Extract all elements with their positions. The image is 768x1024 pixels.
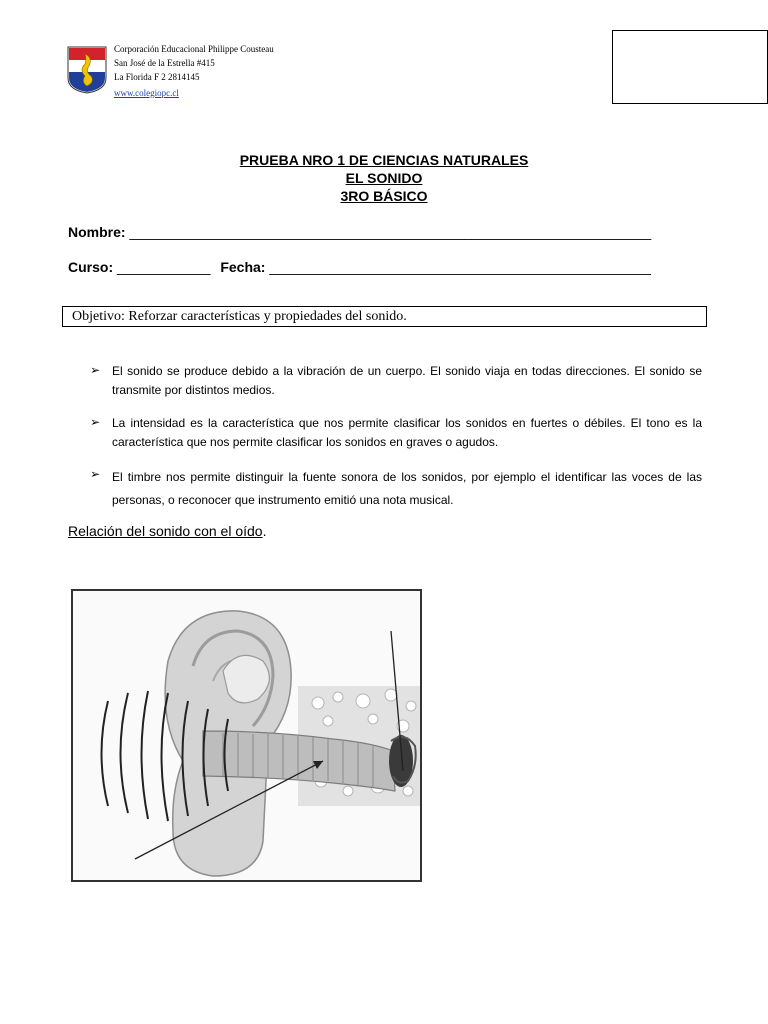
ear-illustration	[73, 591, 420, 880]
date-label: Fecha:	[220, 259, 266, 275]
test-title: PRUEBA NRO 1 DE CIENCIAS NATURALES	[239, 152, 529, 168]
bullet-arrow-icon: ➢	[90, 415, 101, 429]
ear-diagram-figure	[71, 589, 422, 882]
name-label: Nombre:	[68, 224, 126, 240]
institution-phone: La Florida F 2 2814145	[114, 72, 200, 82]
name-row	[68, 224, 651, 240]
name-field[interactable]: ___________________________________________________________________	[129, 224, 652, 240]
objective-box: Objetivo: Reforzar características y propiedades del sonido.	[62, 306, 707, 327]
bullet-intensity-tone: La intensidad es la característica que nos permite clasificar los sonidos en fuertes o débiles. El tono es la característica que nos permite clasificar los sonidos en graves o agudos.	[112, 416, 702, 449]
course-field[interactable]: ____________	[117, 259, 211, 275]
course-date-row	[68, 259, 651, 275]
bullet-arrow-icon: ➢	[90, 467, 101, 481]
test-grade: 3RO BÁSICO	[340, 188, 428, 204]
institution-website-link[interactable]: www.colegiopc.cl	[114, 88, 179, 98]
course-label: Curso:	[68, 259, 114, 275]
section-heading: Relación del sonido con el oído.	[68, 523, 267, 539]
school-crest-logo	[67, 46, 107, 94]
grade-box	[612, 30, 768, 104]
bullet-timbre: El timbre nos permite distinguir la fuente sonora de los sonidos, por ejemplo el identificar las voces de las personas, o reconocer que instrumento emitió una nota musical.	[112, 470, 702, 507]
institution-name: Corporación Educacional Philippe Cousteau	[114, 44, 274, 54]
institution-address: San José de la Estrella #415	[114, 58, 215, 68]
bullet-sound-production: El sonido se produce debido a la vibración de un cuerpo. El sonido viaja en todas direcciones. El sonido se transmite por distintos medios.	[112, 364, 702, 397]
bullet-arrow-icon: ➢	[90, 363, 101, 377]
date-field[interactable]: _________________________________________________	[269, 259, 651, 275]
test-subject: EL SONIDO	[345, 170, 423, 186]
